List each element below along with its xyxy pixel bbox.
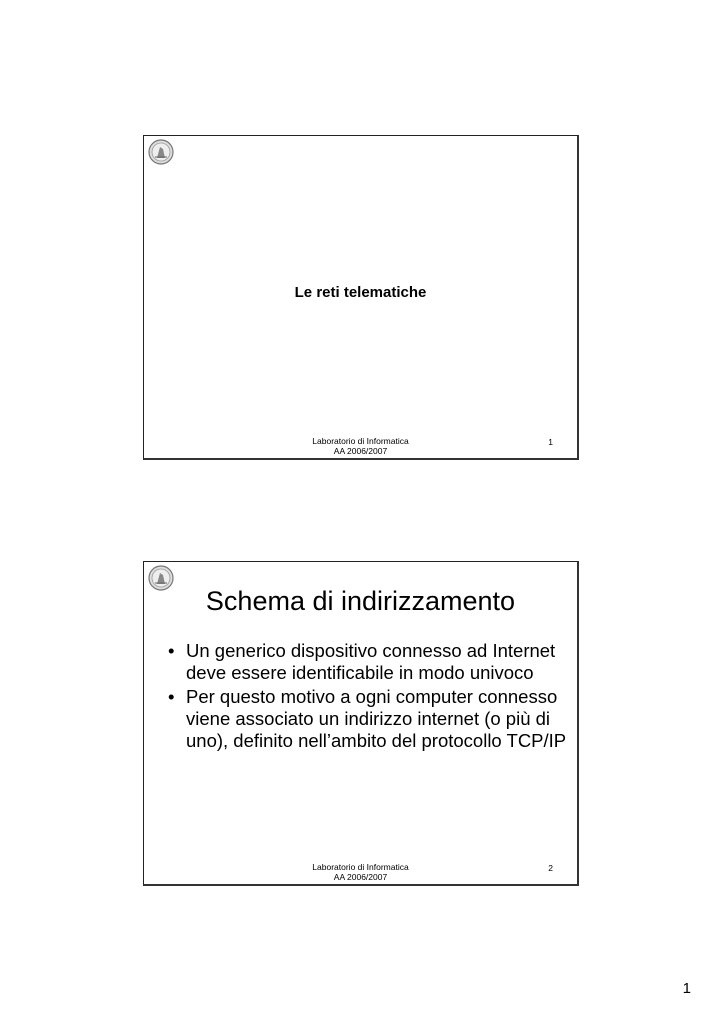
slide-number: 2: [548, 863, 553, 873]
bullet-list: [166, 640, 567, 754]
footer-course: Laboratorio di Informatica: [312, 862, 409, 872]
slide-number: 1: [548, 437, 553, 447]
university-seal-icon: [148, 139, 174, 165]
slide-2: [143, 561, 579, 886]
bullet-item: • Per questo motivo a ogni computer connesso viene associato un indirizzo internet (o più di uno), definito nell’ambito del protocollo TCP/IP: [166, 686, 567, 752]
bullet-item: • Un generico dispositivo connesso ad Internet deve essere identificabile in modo univoco: [166, 640, 567, 684]
slide-title: Le reti telematiche: [294, 284, 427, 301]
slide-title: Schema di indirizzamento: [205, 586, 516, 616]
slide-1: [143, 135, 579, 460]
slide-footer: [144, 436, 577, 456]
footer-course: Laboratorio di Informatica: [312, 436, 409, 446]
footer-year: AA 2006/2007: [333, 872, 388, 882]
slide-footer: [144, 862, 577, 882]
footer-year: AA 2006/2007: [333, 446, 388, 456]
page-number: 1: [682, 980, 691, 997]
